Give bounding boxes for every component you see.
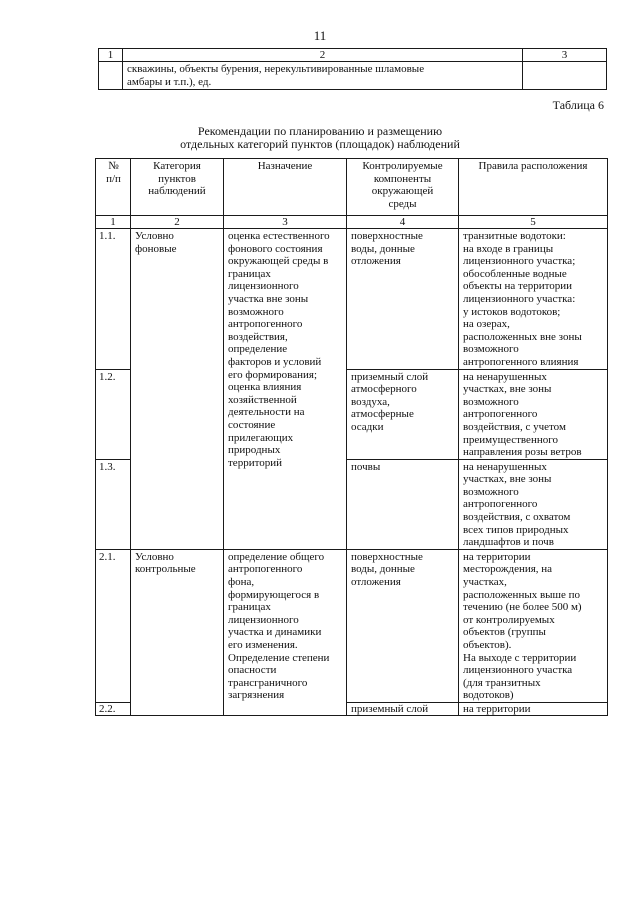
cell-line: участка и динамики xyxy=(228,626,322,639)
cell-line: границах xyxy=(228,601,271,614)
cell-line: лицензионного участка xyxy=(463,664,573,677)
header-components xyxy=(347,159,459,216)
cell-line: его изменения. xyxy=(228,639,298,651)
cell-line: воздействия, с учетом xyxy=(463,420,566,433)
header-line: № xyxy=(108,160,119,172)
column-number-cell: 2 xyxy=(123,49,523,62)
cell-line: воздуха, xyxy=(351,395,390,408)
cell-line: лицензионного участка: xyxy=(463,292,576,305)
cell-line: атмосферного xyxy=(351,383,417,396)
category-cell xyxy=(131,549,224,715)
cell-line: факторов и условий xyxy=(228,355,322,368)
cell-line: формирующегося в xyxy=(228,588,320,601)
cell-line: контрольные xyxy=(135,563,196,576)
cell-line: На выходе с территории xyxy=(463,651,577,664)
cell-line: антропогенного xyxy=(463,498,538,511)
column-number-cell: 1 xyxy=(99,49,123,62)
components-cell xyxy=(347,229,459,370)
header-line: п/п xyxy=(106,172,121,185)
cell-line: атмосферные xyxy=(351,408,414,421)
cell-line: на озерах, xyxy=(463,318,510,331)
table-row xyxy=(96,229,608,370)
cell-line: участках, вне зоны xyxy=(463,473,552,486)
header-purpose xyxy=(224,159,347,216)
cell-line: на территории xyxy=(463,550,531,563)
purpose-cell xyxy=(224,229,347,550)
cell-line: расположенных выше по xyxy=(463,588,581,601)
cell-line: лицензионного участка; xyxy=(463,255,576,268)
cell-line: приземный слой xyxy=(351,370,429,383)
row-number: 2.2. xyxy=(96,702,131,715)
header-line: пунктов xyxy=(158,172,196,185)
cell-line: водотоков) xyxy=(463,689,514,702)
cell-line: оценка естественного xyxy=(228,230,330,242)
cell-line: транзитные водотоки: xyxy=(463,230,566,242)
cell-line: воды, донные xyxy=(351,242,415,255)
rules-cell xyxy=(459,702,608,715)
cell-line: ландшафтов и почв xyxy=(463,536,554,549)
cell-line: трансграничного xyxy=(228,676,308,689)
cell-line: осадки xyxy=(351,420,384,433)
cell-line: всех типов природных xyxy=(463,523,569,536)
header-line: окружающей xyxy=(371,185,434,198)
header-num xyxy=(96,159,131,216)
cell-line: воздействия, xyxy=(228,330,288,343)
cell-line: антропогенного влияния xyxy=(463,355,579,368)
cell-line: возможного xyxy=(463,343,519,356)
table-cell xyxy=(99,62,123,90)
components-cell xyxy=(347,702,459,715)
cell-line: границах xyxy=(228,267,271,280)
header-line: Назначение xyxy=(257,160,313,172)
cell-line: Условно xyxy=(135,550,174,563)
table-title xyxy=(0,125,640,151)
cell-line: участках, вне зоны xyxy=(463,383,552,396)
cell-line: на территории xyxy=(463,702,531,715)
cell-line: возможного xyxy=(463,395,519,408)
header-rules xyxy=(459,159,608,216)
column-number-cell: 2 xyxy=(131,216,224,229)
row-number: 1.1. xyxy=(96,229,131,370)
cell-line: объектов). xyxy=(463,639,512,651)
continuation-table-number-row xyxy=(99,49,607,62)
cell-line: возможного xyxy=(463,485,519,498)
column-number-cell: 1 xyxy=(96,216,131,229)
cell-line: на входе в границы xyxy=(463,242,554,255)
cell-line: опасности xyxy=(228,664,277,677)
cell-line: течению (не более 500 м) xyxy=(463,601,582,614)
cell-line: воздействия, с охватом xyxy=(463,511,571,524)
table-cell xyxy=(523,62,607,90)
table-cell xyxy=(123,62,523,90)
cell-line: преимущественного xyxy=(463,433,558,446)
cell-line: Условно xyxy=(135,230,174,242)
rules-cell xyxy=(459,459,608,549)
table-header-row xyxy=(96,159,608,216)
cell-line: направления розы ветров xyxy=(463,446,582,459)
cell-line: скважины, объекты бурения, нерекультивированные шламовые xyxy=(127,63,425,75)
cell-line: воды, донные xyxy=(351,563,415,576)
column-number-cell: 4 xyxy=(347,216,459,229)
table-label: Таблица 6 xyxy=(552,98,604,112)
cell-line: участках, xyxy=(463,576,507,589)
cell-line: месторождения, на xyxy=(463,563,553,576)
cell-line: территорий xyxy=(228,456,283,469)
cell-line: определение xyxy=(228,343,288,356)
cell-line: почвы xyxy=(351,460,381,473)
cell-line: деятельности на xyxy=(228,406,305,419)
header-line: компоненты xyxy=(373,172,432,185)
cell-line: фонового состояния xyxy=(228,242,323,255)
cell-line: прилегающих xyxy=(228,431,294,444)
cell-line: обособленные водные xyxy=(463,267,567,280)
cell-line: расположенных вне зоны xyxy=(463,330,582,343)
cell-line: окружающей среды в xyxy=(228,255,329,268)
cell-line: фона, xyxy=(228,576,255,589)
rules-cell xyxy=(459,549,608,702)
column-number-cell: 3 xyxy=(224,216,347,229)
cell-line: загрязнения xyxy=(228,689,285,702)
header-line: Контролируемые xyxy=(362,160,443,172)
cell-line: антропогенного xyxy=(228,318,303,331)
cell-line: амбары и т.п.), ед. xyxy=(127,75,212,88)
cell-line: на ненарушенных xyxy=(463,370,547,383)
row-number: 1.2. xyxy=(96,369,131,459)
row-number: 1.3. xyxy=(96,459,131,549)
header-line: среды xyxy=(388,197,417,210)
cell-line: поверхностные xyxy=(351,230,423,242)
cell-line: фоновые xyxy=(135,242,177,255)
cell-line: определение общего xyxy=(228,550,325,563)
header-line: Правила расположения xyxy=(478,160,588,172)
cell-line: на ненарушенных xyxy=(463,460,547,473)
column-number-cell: 5 xyxy=(459,216,608,229)
components-cell xyxy=(347,459,459,549)
continuation-table xyxy=(98,48,607,90)
components-cell xyxy=(347,549,459,702)
cell-line: отложения xyxy=(351,576,401,589)
cell-line: объектов (группы xyxy=(463,626,546,639)
cell-line: лицензионного xyxy=(228,280,299,293)
cell-line: от контролируемых xyxy=(463,613,555,626)
cell-line: антропогенного xyxy=(463,408,538,421)
cell-line: хозяйственной xyxy=(228,393,297,406)
header-line: наблюдений xyxy=(148,185,206,198)
cell-line: его формирования; xyxy=(228,368,317,381)
category-cell xyxy=(131,229,224,550)
column-number-row xyxy=(96,216,608,229)
cell-line: приземный слой xyxy=(351,702,429,715)
components-cell xyxy=(347,369,459,459)
page-number: 11 xyxy=(313,28,327,43)
table-row xyxy=(96,549,608,702)
cell-line: участка вне зоны xyxy=(228,292,309,305)
table-row xyxy=(99,62,607,90)
cell-line: поверхностные xyxy=(351,550,423,563)
column-number-cell: 3 xyxy=(523,49,607,62)
header-category xyxy=(131,159,224,216)
header-line: Категория xyxy=(153,160,201,172)
cell-line: возможного xyxy=(228,305,284,318)
table-title-line: отдельных категорий пунктов (площадок) наблюдений xyxy=(180,137,460,151)
table-title-line: Рекомендации по планированию и размещению xyxy=(197,124,443,138)
cell-line: Определение степени xyxy=(228,651,330,664)
cell-line: антропогенного xyxy=(228,563,303,576)
rules-cell xyxy=(459,369,608,459)
cell-line: лицензионного xyxy=(228,613,299,626)
cell-line: природных xyxy=(228,444,281,457)
row-number: 2.1. xyxy=(96,549,131,702)
cell-line: у истоков водотоков; xyxy=(463,305,561,318)
cell-line: состояние xyxy=(228,418,276,431)
cell-line: отложения xyxy=(351,255,401,268)
cell-line: объекты на территории xyxy=(463,280,573,293)
purpose-cell xyxy=(224,549,347,715)
observation-points-table xyxy=(95,158,608,716)
cell-line: оценка влияния xyxy=(228,381,302,394)
rules-cell xyxy=(459,229,608,370)
cell-line: (для транзитных xyxy=(463,676,541,689)
